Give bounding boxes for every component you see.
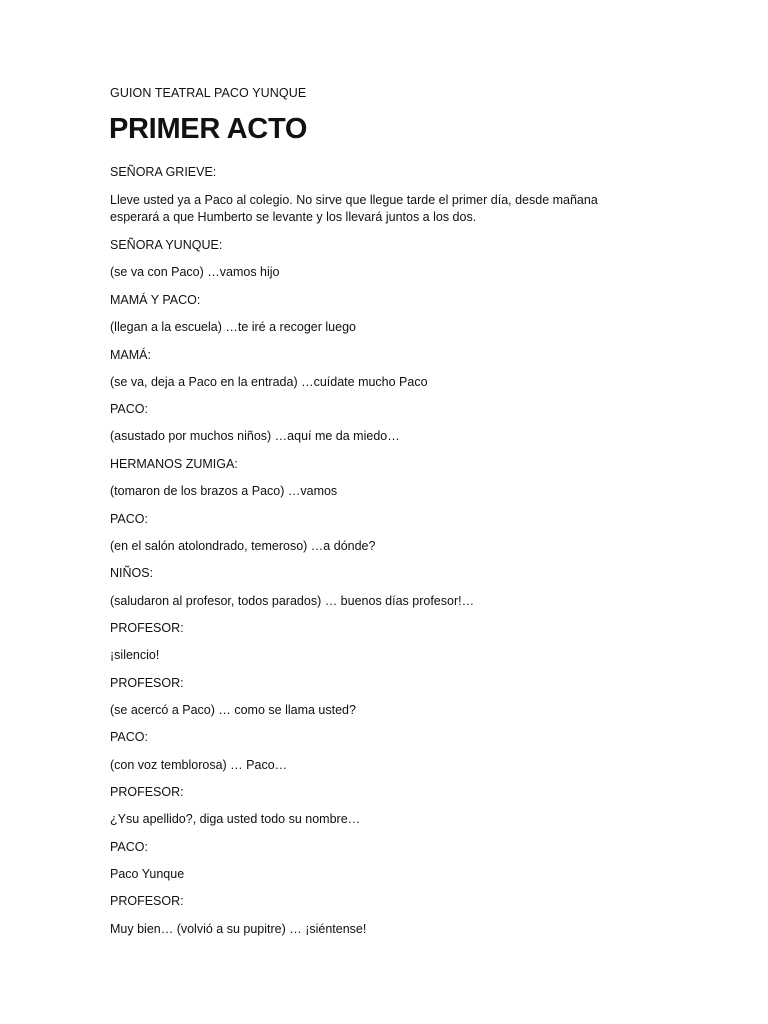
speaker-label: NIÑOS: xyxy=(110,566,154,580)
dialogue-line: (llegan a la escuela) …te iré a recoger luego xyxy=(110,320,356,334)
dialogue-line: (asustado por muchos niños) …aquí me da miedo… xyxy=(110,429,400,443)
speaker-label: PROFESOR: xyxy=(110,621,184,635)
speaker-label: HERMANOS ZUMIGA: xyxy=(110,457,238,471)
speaker-label: PROFESOR: xyxy=(110,676,184,690)
dialogue-line: (se va con Paco) …vamos hijo xyxy=(110,265,280,279)
dialogue-line: Paco Yunque xyxy=(110,867,185,881)
speaker-label: SEÑORA GRIEVE: xyxy=(110,165,217,179)
speaker-label: PACO: xyxy=(110,730,148,744)
act-heading: PRIMER ACTO xyxy=(109,113,308,145)
speaker-label: PROFESOR: xyxy=(110,785,184,799)
dialogue-line: (se va, deja a Paco en la entrada) …cuídate mucho Paco xyxy=(110,375,428,389)
speaker-label: MAMÁ: xyxy=(110,348,151,362)
dialogue-line: ¡silencio! xyxy=(110,648,160,662)
dialogue-line: (tomaron de los brazos a Paco) …vamos xyxy=(110,484,338,498)
speaker-label: PACO: xyxy=(110,402,148,416)
speaker-label: PROFESOR: xyxy=(110,894,184,908)
dialogue-line: (con voz temblorosa) … Paco… xyxy=(110,758,288,772)
speaker-label: PACO: xyxy=(110,512,148,526)
speaker-label: SEÑORA YUNQUE: xyxy=(110,238,223,252)
dialogue-line: Muy bien… (volvió a su pupitre) … ¡siéntense! xyxy=(110,922,367,936)
dialogue-line: Lleve usted ya a Paco al colegio. No sirve que llegue tarde el primer día, desde mañana esperará a que Humberto se levante y los llevará juntos a los dos. xyxy=(110,193,598,224)
dialogue-line: (en el salón atolondrado, temeroso) …a dónde? xyxy=(110,539,376,553)
dialogue-line: (saludaron al profesor, todos parados) … buenos días profesor!… xyxy=(110,594,475,608)
speaker-label: MAMÁ Y PACO: xyxy=(110,293,201,307)
dialogue-line: ¿Ysu apellido?, diga usted todo su nombre… xyxy=(110,812,361,826)
dialogue-line: (se acercó a Paco) … como se llama usted? xyxy=(110,703,356,717)
speaker-label: PACO: xyxy=(110,840,148,854)
document-title: GUION TEATRAL PACO YUNQUE xyxy=(110,86,307,100)
